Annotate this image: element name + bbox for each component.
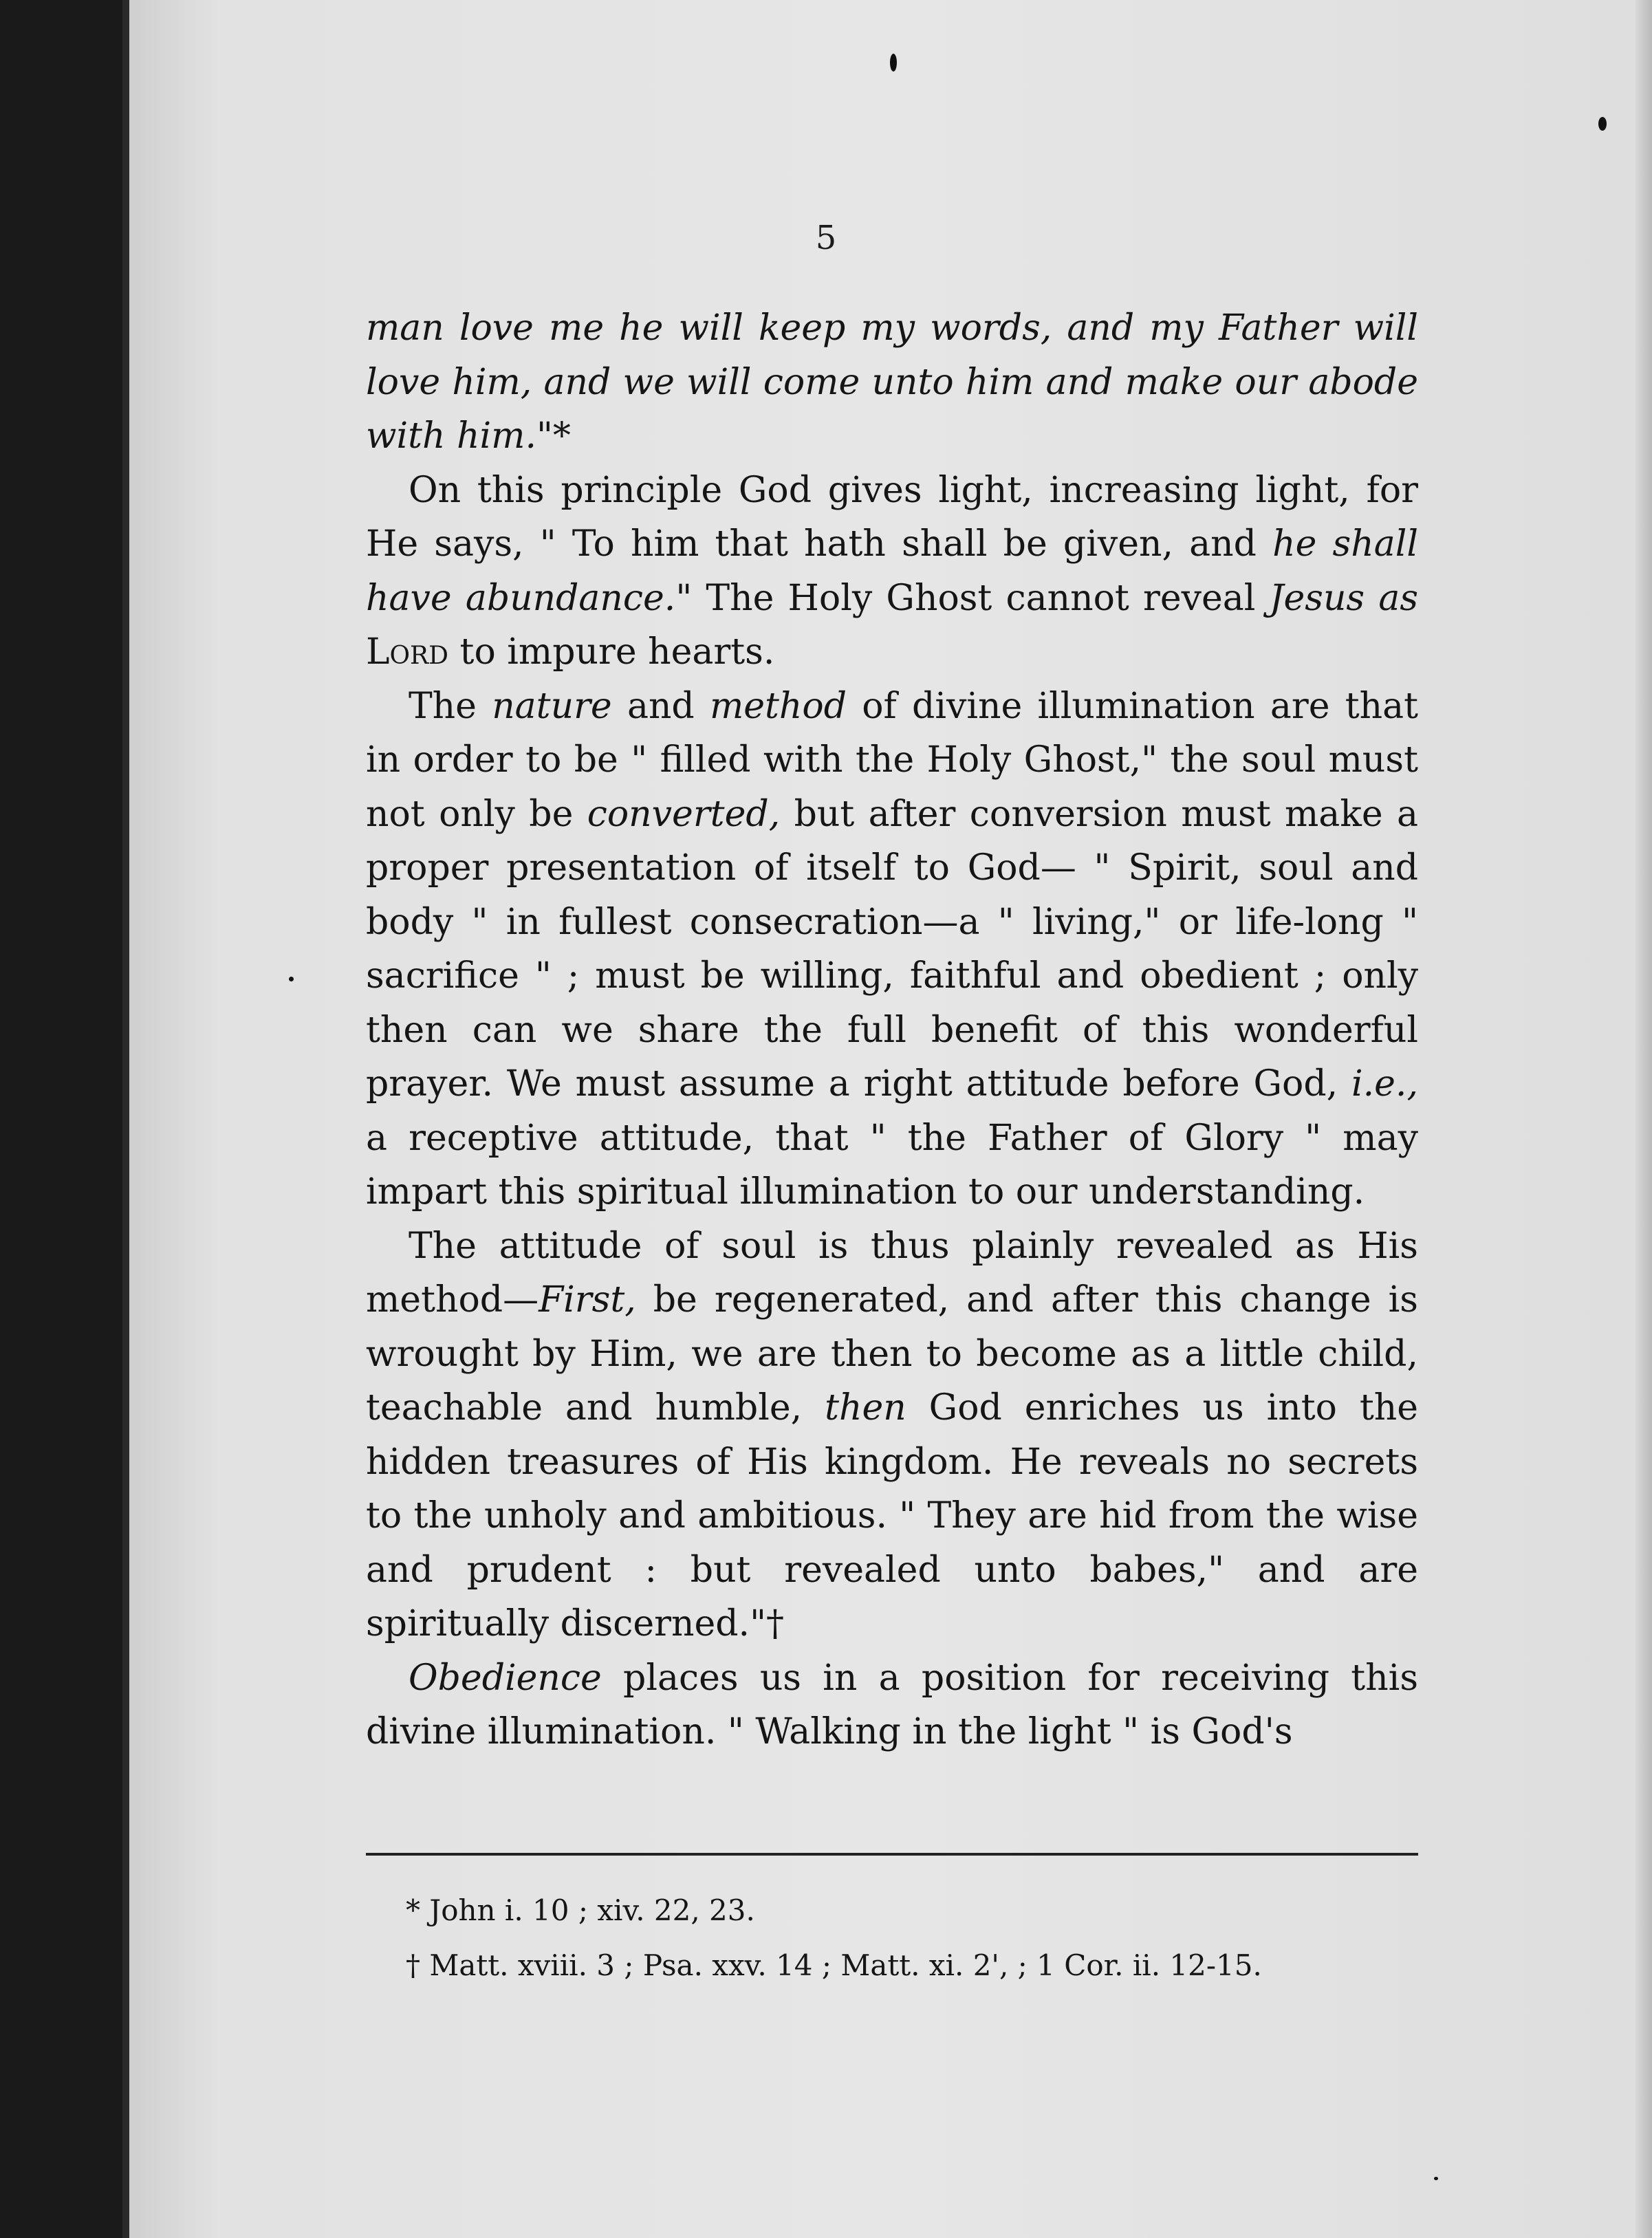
footnotes (406, 1883, 1424, 1993)
quote-text: man love me he will keep my words, and my Father will love him, and we will come unto him and make our abode with him. (366, 307, 1418, 457)
paragraph-3 (366, 680, 1418, 1219)
paragraph-2-italic-d: Jesus as (1269, 577, 1418, 619)
paragraph-2 (366, 464, 1418, 680)
page-number: 5 (815, 219, 837, 257)
paragraph-2-text-a: On this principle God gives light, increasing light, for He says, " To him that hath shall be given, and (366, 469, 1418, 565)
scan-speck (890, 54, 897, 72)
paragraph-5-italic-obedience: Obedience (409, 1657, 602, 1699)
footnote-1: * John i. 10 ; xiv. 22, 23. (406, 1893, 755, 1927)
footnote-2: † Matt. xviii. 3 ; Psa. xxv. 14 ; Matt. xi. 2', ; 1 Cor. ii. 12-15. (406, 1948, 1262, 1982)
paragraph-2-text-c: " The Holy Ghost cannot reveal (675, 577, 1270, 619)
paragraph-4-italic-first: First, (539, 1279, 636, 1321)
paragraph-3-italic-ie: i.e., (1351, 1063, 1418, 1105)
paragraph-4-text-c: be regenerated, and after this change is wrought by Him, we are then to become as a little child, teachable and humble, (366, 1279, 1418, 1428)
paragraph-4-text-e: God enriches us into the hidden treasures of His kingdom. He reveals no secrets to the unholy and ambitious. " They are hid from the wise and prudent : but revealed unto babes," and are spiritually discerned."† (366, 1387, 1418, 1644)
body-text (366, 301, 1418, 1759)
scan-speck (1598, 117, 1607, 131)
scan-speck (1434, 2177, 1438, 2180)
paragraph-3-text-e: of divine illumination are that in order to be " filled with the Holy Ghost," the soul must not only be (366, 685, 1418, 835)
paragraph-3-italic-method: method (709, 685, 847, 727)
paragraph-4 (366, 1219, 1418, 1651)
paragraph-4-italic-then: then (825, 1387, 906, 1428)
paragraph-1 (366, 301, 1418, 464)
paragraph-3-text-g: but after conversion must make a proper presentation of itself to God— " Spirit, soul and body " in fullest consecration—a " living," or life-long " sacrifice " ; must be willing, faithful and obedient ; only then can we share the full benefit of this wonderful prayer. We must assume a right attitude before God, (366, 793, 1418, 1105)
paragraph-2-smallcaps-lord: Lord (366, 631, 449, 673)
scan-speck (289, 977, 294, 981)
paragraph-2-italic-b: he shall have abundance. (366, 523, 1418, 619)
footnote-marker: "* (536, 415, 571, 457)
paragraph-3-text-a: The (409, 685, 492, 727)
page-edge (1635, 0, 1652, 2238)
paragraph-5 (366, 1651, 1418, 1759)
footnote-divider (366, 1853, 1418, 1856)
paragraph-3-italic-nature: nature (492, 685, 612, 727)
paragraph-3-text-c: and (611, 685, 710, 727)
paragraph-5-text-b: places us in a position for receiving this divine illumination. " Walking in the light " is God's (366, 1657, 1418, 1752)
paragraph-3-italic-converted: converted, (587, 793, 781, 835)
paragraph-2-text-g: to impure hearts. (448, 631, 775, 673)
paragraph-4-text-a: The attitude of soul is thus plainly revealed as His method— (366, 1225, 1418, 1321)
paragraph-3-text-i: a receptive attitude, that " the Father of Glory " may impart this spiritual illumination to our understanding. (366, 1117, 1418, 1213)
